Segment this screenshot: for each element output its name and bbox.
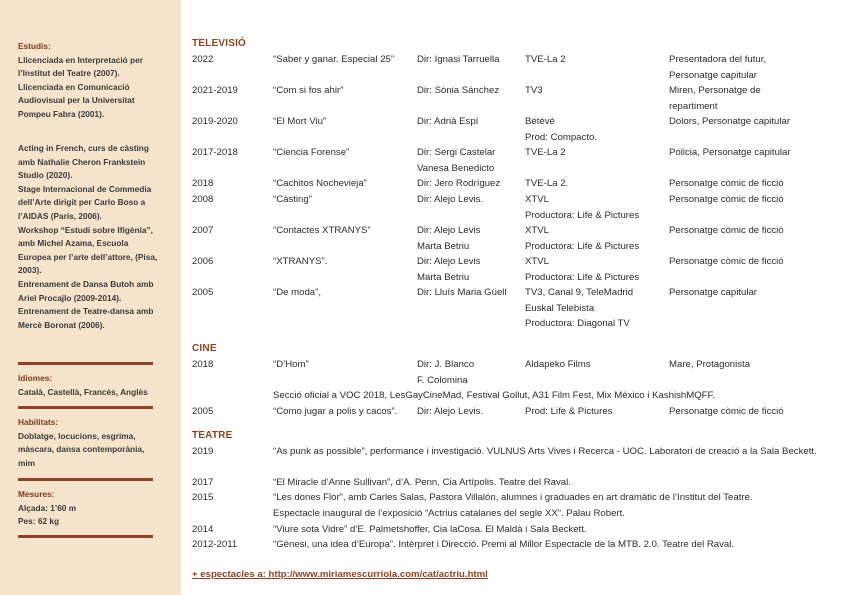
course-item: Entrenament de Teatre-dansa amb Mercè Boronat (2006).	[18, 306, 154, 330]
more-shows-link[interactable]: + espectacles a: http://www.miriamescurriola.com/cat/actriu.html	[192, 569, 488, 580]
row-year: 2017-2018	[192, 147, 238, 158]
row-year: 2021-2019	[192, 85, 238, 96]
row-director: Dir: Adrià Espí	[417, 116, 479, 127]
row-director: Dir: Alejo Levis	[417, 256, 481, 267]
studies-degree-2: Llicenciada en Comunicació Audiovisual per la Universitat Pompeu Fabra (2001).	[18, 81, 135, 119]
section-heading-television: TELEVISIÓ	[192, 38, 247, 49]
row-year: 2008	[192, 194, 214, 205]
measures-block	[18, 488, 158, 529]
row-year: 2018	[192, 359, 214, 370]
course-item: Stage Internacional de Commedia dell’Arte dirigit per Carlo Boso a l’AIDAS (París, 2006).	[18, 183, 152, 221]
skills-heading: Habilitats:	[18, 417, 59, 427]
row-channel: TVE-La 2	[525, 147, 566, 158]
row-year: 2006	[192, 256, 214, 267]
row-channel: TVE-La 2.	[525, 178, 569, 189]
row-title: “D’Hom”	[273, 359, 309, 370]
row-year: 2015	[192, 492, 214, 503]
row-channel: XTVL	[525, 256, 549, 267]
row-director-2: F. Colomina	[417, 374, 468, 386]
row-channel: XTVL	[525, 194, 549, 205]
course-item: Workshop “Estudi sobre Ifigènia”, amb Michel Azama, Escuola Europea per l’arte dell’attore, (Pisa, 2003).	[18, 224, 158, 276]
row-year: 2005	[192, 406, 214, 417]
row-role: Dolors, Personatge capitular	[669, 116, 791, 127]
course-item: Acting in French, curs de càsting amb Nathalie Cheron Frankstein Studio (2020).	[18, 143, 149, 181]
measures-heading: Mesures:	[18, 489, 55, 499]
row-director: Dir: Lluís Maria Güell	[417, 287, 507, 298]
row-director-2: Marta Betriu	[417, 271, 470, 283]
row-director: Dir: Jero Rodríguez	[417, 178, 501, 189]
row-year: 2019	[192, 446, 214, 457]
row-role: Personatge còmic de ficció	[669, 178, 784, 189]
row-year: 2017	[192, 477, 214, 488]
row-title: “Càsting”	[273, 194, 312, 205]
row-director: Dir: Sònia Sánchez	[417, 85, 500, 96]
row-producer: Productora: Diagonal TV	[525, 318, 630, 330]
row-role: Miren, Personatge de repartiment	[669, 85, 761, 112]
languages-heading: Idiomes:	[18, 373, 53, 383]
measures-height: Alçada: 1’60 m	[18, 502, 77, 513]
row-year: 2012-2011	[192, 539, 238, 550]
row-role: Personatge còmic de ficció	[669, 194, 784, 205]
row-year: 2018	[192, 178, 214, 189]
row-title: “De moda”,	[273, 287, 321, 298]
row-year: 2022	[192, 54, 214, 65]
row-text: “Viure sota Vidre” d’E. Palmetshoffer, Cia laCosa. El Maldà i Sala Beckett.	[273, 524, 587, 535]
row-text: “As punk as possible”, performance i investigació. VULNUS Arts Vives i Recerca - UOC. Laboratori de creació a la Sala Beckett.	[273, 446, 817, 457]
row-title: “Cachitos Nochevieja”	[273, 178, 367, 189]
row-director: Dir: Alejo Levis.	[417, 406, 484, 417]
row-role: Presentadora del futur, Personatge capitular	[669, 54, 767, 81]
row-producer: Productora: Life & Pictures	[525, 240, 640, 252]
row-title: “Com si fos ahir”	[273, 85, 344, 96]
row-text: “Gènesi, una idea d’Europa”. Intèrpret i Direcció. Premi al Millor Espectacle de la MTB. 2.0. Teatre del Raval.	[273, 539, 735, 550]
row-title: “Ciencia Forense”	[273, 147, 350, 158]
row-channel: Aldapeko Films	[525, 359, 591, 370]
courses-block	[18, 142, 158, 332]
section-heading-cine: CINE	[192, 343, 217, 354]
row-year: 2014	[192, 524, 214, 535]
row-text-2: Espectacle inaugural de l’exposició “Actrius catalanes del segle XX”. Palau Robert.	[273, 507, 625, 519]
row-channel: Prod: Life & Pictures	[525, 406, 613, 417]
row-year: 2007	[192, 225, 214, 236]
row-year: 2005	[192, 287, 214, 298]
languages-block	[18, 372, 158, 399]
row-producer: Prod: Compacto.	[525, 131, 597, 143]
measures-weight: Pes: 62 kg	[18, 516, 60, 527]
row-producer: Productora: Life & Pictures	[525, 209, 640, 221]
festival-note: Secció oficial a VOC 2018, LesGayCineMad, Festival Gollut, A31 Film Fest, Mix México i KashishMQFF.	[273, 390, 716, 401]
row-title: “XTRANYS”.	[273, 256, 328, 267]
row-director: Dir: Alejo Levis	[417, 225, 481, 236]
skills-text: Doblatge, locucions, esgrima, màscara, dansa contemporània, mim	[18, 430, 145, 468]
row-director: Dir: Alejo Levis.	[417, 194, 484, 205]
course-item: Entrenament de Dansa Butoh amb Ariel Procajlo (2009-2014).	[18, 278, 154, 303]
row-channel-2: Euskal Telebista	[525, 302, 595, 314]
row-title: “Contactes XTRANYS”	[273, 225, 371, 236]
row-channel: TV3, Canal 9, TeleMadrid	[525, 287, 634, 298]
row-role: Personatge capitular	[669, 287, 757, 298]
row-channel: TV3	[525, 85, 543, 96]
row-role: Mare, Protagonista	[669, 359, 751, 370]
row-channel: Bétévé	[525, 116, 555, 127]
row-director: Dir: Sergi Castelar	[417, 147, 496, 158]
sidebar	[0, 0, 181, 595]
row-channel: XTVL	[525, 225, 549, 236]
sidebar-divider	[18, 362, 153, 365]
sidebar-divider	[18, 535, 153, 538]
row-channel: TVE-La 2	[525, 54, 566, 65]
sidebar-divider	[18, 406, 153, 409]
row-director-2: Vanesa Benedicto	[417, 162, 495, 174]
languages-text: Català, Castellà, Francès, Anglès	[18, 386, 148, 397]
row-text: “El Miracle d’Anne Sullivan”, d’A. Penn, Cia Artípolis. Teatre del Raval.	[273, 477, 571, 488]
sidebar-divider	[18, 478, 153, 481]
studies-block	[18, 40, 158, 122]
row-director: Dir: J. Blanco	[417, 359, 475, 370]
studies-degree-1: Llicenciada en Interpretació per l’Institut del Teatre (2007).	[18, 54, 143, 79]
row-role: Personatge còmic de ficció	[669, 406, 784, 417]
row-title: “El Mort Viu”	[273, 116, 327, 127]
row-director: Dir: Ignasi Tarruella	[417, 54, 500, 65]
row-text: “Les dones Flor”, amb Carles Salas, Pastora Villalón, alumnes i graduades en art dramàtic de l’Institut del Teatre.	[273, 492, 753, 503]
row-director-2: Marta Betriu	[417, 240, 470, 252]
row-year: 2019-2020	[192, 116, 238, 127]
row-title: “Como jugar a polis y cacos”.	[273, 406, 398, 417]
section-heading-teatre: TEATRE	[192, 430, 233, 441]
row-producer: Productora: Life & Pictures	[525, 271, 640, 283]
row-title: “Saber y ganar. Especial 25”	[273, 54, 395, 65]
skills-block	[18, 416, 158, 470]
row-role: Personatge còmic de ficció	[669, 256, 784, 267]
row-role: Policia, Personatge capitular	[669, 147, 791, 158]
studies-heading: Estudis:	[18, 41, 51, 51]
row-role: Personatge còmic de ficció	[669, 225, 784, 236]
